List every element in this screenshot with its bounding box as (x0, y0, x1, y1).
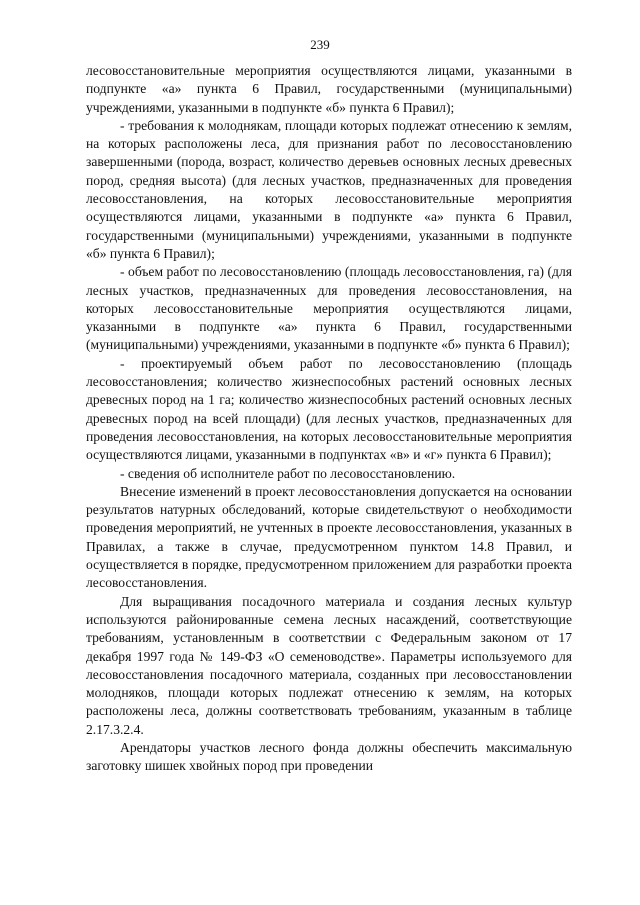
document-body (86, 62, 572, 776)
paragraph-planting-material: Для выращивания посадочного материала и создания лесных культур используются районированные семена лесных насаждений, соответствующие требованиям, установленным в соответствии с Федеральным законом от 17 декабря 1997 года № 149-ФЗ «О семеноводстве». Параметры используемого для лесовосстановления посадочного материала, созданных при лесовосстановлении молодняков, площади которых подлежат отнесению к землям, на которых расположены леса, должны соответствовать требованиям, указанным в таблице 2.17.3.2.4. (86, 593, 572, 737)
page-number: 239 (310, 37, 330, 52)
paragraph-cone-harvesting: Арендаторы участков лесного фонда должны обеспечить максимальную заготовку шишек хвойных пород при проведении (86, 739, 572, 774)
paragraph-continuation: лесовосстановительные мероприятия осуществляются лицами, указанными в подпункте «а» пункта 6 Правил, государственными (муниципальными) учреждениями, указанными в подпункте «б» пункта 6 Правил); (86, 63, 572, 115)
paragraph-projected-volume: - проектируемый объем работ по лесовосстановлению (площадь лесовосстановления; количество жизнеспособных растений основных лесных древесных пород на 1 га; количество жизнеспособных растений основных лесных древесных пород на всей площади) (для лесных участков, предназначенных для проведения лесовосстановления, на которых лесовосстановительные мероприятия осуществляются лицами, указанными в подпунктах «в» и «г» пункта 6 Правил); (86, 355, 572, 463)
paragraph-young-stands-requirements: - требования к молоднякам, площади которых подлежат отнесению к землям, на которых расположены леса, для признания работ по лесовосстановлению завершенными (порода, возраст, количество деревьев основных лесных древесных пород, средняя высота) (для лесных участков, предназначенных для проведения лесовосстановления, на которых лесовосстановительные мероприятия осуществляются лицами, указанными в подпункте «а» пункта 6 Правил, государственными (муниципальными) учреждениями, указанными в подпункте «б» пункта 6 Правил); (86, 117, 572, 261)
paragraph-work-volume: - объем работ по лесовосстановлению (площадь лесовосстановления, га) (для лесных участков, предназначенных для проведения лесовосстановления, на которых лесовосстановительные мероприятия осуществляются лицами, указанными в подпункте «а» пункта 6 Правил, государственными (муниципальными) учреждениями, указанными в подпункте «б» пункта 6 Правил); (86, 264, 572, 353)
paragraph-project-changes: Внесение изменений в проект лесовосстановления допускается на основании результатов натурных обследований, которые свидетельствуют о необходимости проведения мероприятий, не учтенных в проекте лесовосстановления, указанных в Правилах, а также в случае, предусмотренном пунктом 14.8 Правил, и осуществляется в порядке, предусмотренном приложением для разработки проекта лесовосстановления. (86, 483, 572, 591)
paragraph-contractor-info: - сведения об исполнителе работ по лесовосстановлению. (120, 465, 456, 481)
